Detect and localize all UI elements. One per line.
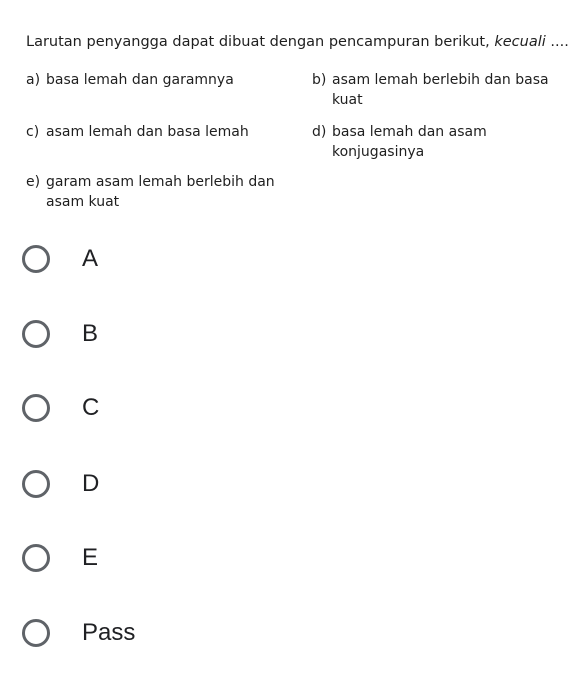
option-e-text: garam asam lemah berlebih dan asam kuat: [46, 174, 275, 210]
choice-a-label[interactable]: A: [82, 245, 99, 272]
option-e: [26, 172, 296, 212]
choice-e-label[interactable]: E: [82, 544, 99, 571]
option-b: [312, 70, 567, 110]
option-e-letter: e): [26, 174, 41, 190]
option-a-letter: a): [26, 72, 41, 88]
option-b-text: asam lemah berlebih dan basa kuat: [332, 72, 549, 108]
option-c-text: asam lemah dan basa lemah: [46, 124, 249, 140]
radio-circle-icon[interactable]: [22, 394, 50, 422]
option-a: [26, 70, 286, 90]
question-main: Larutan penyangga dapat dibuat dengan pencampuran berikut,: [26, 34, 495, 50]
choice-d-label[interactable]: D: [82, 470, 100, 497]
option-c-letter: c): [26, 124, 40, 140]
choice-a[interactable]: [22, 241, 98, 277]
radio-circle-icon[interactable]: [22, 470, 50, 498]
question-text: [26, 33, 571, 51]
option-c: [26, 122, 296, 142]
question-suffix: ....: [545, 34, 569, 50]
choice-c-label[interactable]: C: [82, 394, 100, 421]
choice-b[interactable]: [22, 316, 98, 352]
choice-c[interactable]: [22, 390, 99, 426]
choice-pass-label[interactable]: Pass: [82, 619, 136, 646]
radio-circle-icon[interactable]: [22, 245, 50, 273]
option-b-letter: b): [312, 72, 327, 88]
radio-circle-icon[interactable]: [22, 320, 50, 348]
choice-pass[interactable]: [22, 615, 135, 651]
option-d-text: basa lemah dan asam konjugasinya: [332, 124, 487, 160]
choice-d[interactable]: [22, 466, 99, 502]
question-emphasis: kecuali: [494, 34, 546, 50]
option-d: [312, 122, 567, 162]
choice-b-label[interactable]: B: [82, 320, 99, 347]
radio-circle-icon[interactable]: [22, 619, 50, 647]
choice-e[interactable]: [22, 540, 98, 576]
option-a-text: basa lemah dan garamnya: [46, 72, 234, 88]
radio-circle-icon[interactable]: [22, 544, 50, 572]
option-d-letter: d): [312, 124, 327, 140]
